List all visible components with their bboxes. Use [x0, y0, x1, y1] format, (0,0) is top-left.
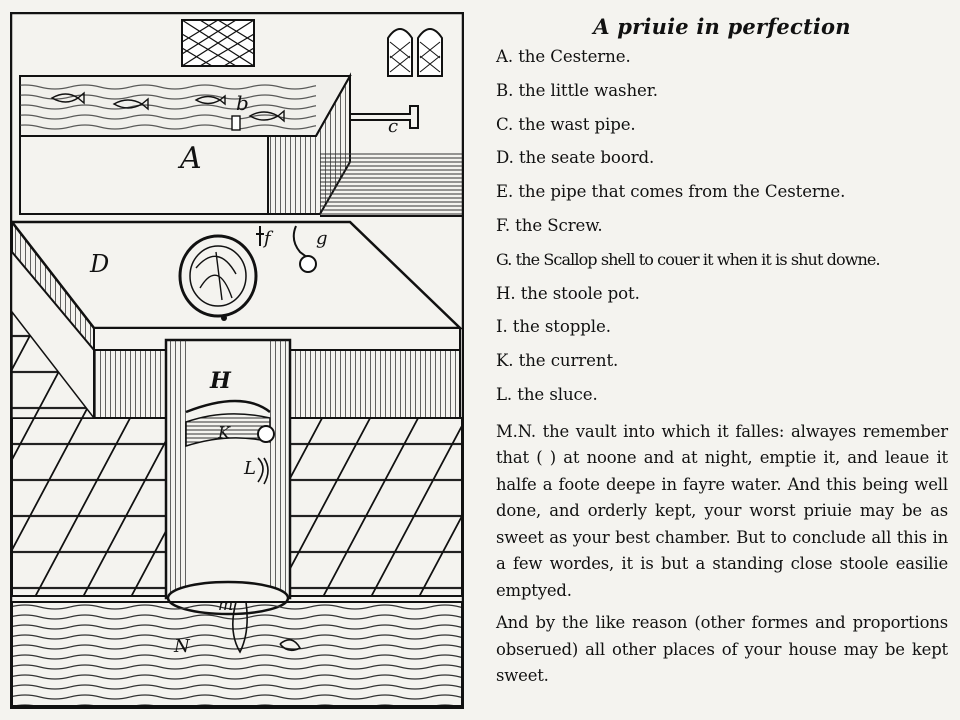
- paragraph-closing: And by the like reason (other formes and proportions obserued) all other places of your house may be kept sweet.: [496, 613, 948, 686]
- document-title: A priuie in perfection: [593, 14, 851, 39]
- legend-item-d: D. the seate boord.: [496, 148, 655, 168]
- vault: [12, 602, 462, 706]
- legend-item-c: C. the wast pipe.: [496, 114, 636, 134]
- legend-item-e: E. the pipe that comes from the Cesterne.: [496, 182, 846, 202]
- text-column: [496, 10, 948, 690]
- legend-list: [496, 47, 948, 419]
- letter-a: A: [180, 141, 202, 176]
- legend-item-k: K. the current.: [496, 351, 619, 371]
- legend-item-b: B. the little washer.: [496, 80, 658, 100]
- legend-item-l: L. the sluce.: [496, 384, 598, 404]
- letter-l: L: [244, 458, 256, 479]
- legend-item-a: A. the Cesterne.: [496, 47, 631, 66]
- letter-g: g: [316, 228, 328, 249]
- letter-f: f: [264, 228, 271, 249]
- legend-item-i: I. the stopple.: [496, 317, 611, 337]
- letter-n: N: [174, 636, 190, 657]
- legend-item-h: H. the stoole pot.: [496, 283, 640, 303]
- paragraph-vault: M.N. the vault into which it falles: alwayes remember that ( ) at noone and at night, emptie it, and leaue it halfe a foote deepe in fayre water. And this being well done, and orderly kept, your worst priuie may be as sweet as your best chamber. But to conclude all this in a few wordes, it is but a standing close stoole easilie emptyed.: [496, 421, 948, 600]
- legend-item-f: F. the Screw.: [496, 215, 603, 235]
- letter-b: b: [236, 91, 249, 115]
- back-floor: [320, 152, 462, 216]
- letter-d: D: [90, 250, 110, 278]
- letter-k: K: [218, 423, 230, 442]
- letter-h: H: [210, 368, 231, 394]
- woodcut-illustration: [10, 12, 464, 709]
- window-lattice: [182, 20, 254, 66]
- letter-m: m: [218, 595, 234, 614]
- letter-c: c: [388, 116, 399, 137]
- legend-item-g: G. the Scallop shell to couer it when it is shut downe.: [496, 249, 880, 269]
